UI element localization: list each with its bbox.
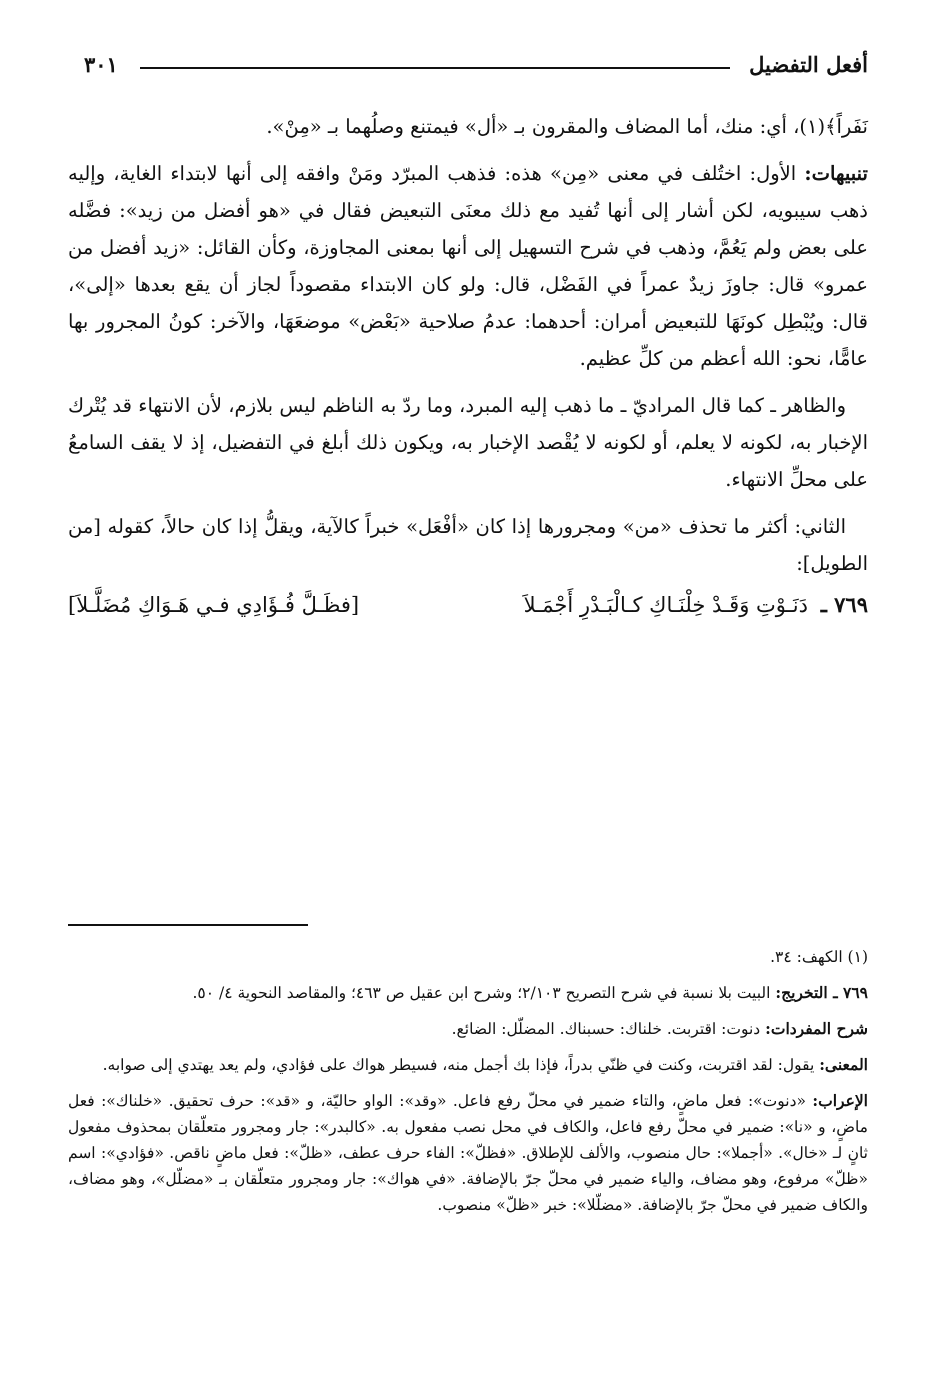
irab-label: الإعراب: xyxy=(812,1091,868,1110)
verse-769 xyxy=(68,592,868,617)
takhrij-text: البيت بلا نسبة في شرح التصريح ٢/١٠٣؛ وشرح ابن عقيل ص ٤٦٣؛ والمقاصد النحوية ٤/ ٥٠. xyxy=(192,984,771,1002)
takhrij-label: ٧٦٩ ـ التخريج: xyxy=(775,983,868,1002)
header-rule xyxy=(140,67,730,69)
footnotes xyxy=(68,944,868,1228)
footnote-rule xyxy=(68,924,308,926)
tanbihat-text: الأول: اختُلف في معنى «مِن» هذه: فذهب المبرّد ومَنْ وافقه إلى أنها لابتداء الغاية، وإليه ذهب سيبويه، لكن أشار إلى أنها تُفيد مع ذلك معنَى التبعيض فقال في «هو أفضل من زيد»: فضَّله على بعض ولم يَعُمَّ، وذهب في شرح التسهيل إلى أنها بمعنى المجاوزة، وكأن القائل: «زيد أفضل من عمرو» قال: جاوزَ زيدٌ عمراً في الفَضْل، قال: ولو كان الابتداء مقصوداً لجاز أن يقع بعدها «إلى»، قال: ويُبْطِل كونَهَا للتبعيض أمران: أحدهما: عدمُ صلاحية «بَعْض» موضعَهَا، والآخر: كونُ المجرور بها عامًّا، نحو: الله أعظم من كلِّ عظيم. xyxy=(68,162,868,370)
verse-number: ٧٦٩ ـ xyxy=(820,592,868,617)
note-mufradat xyxy=(68,1016,868,1042)
book-page xyxy=(68,52,868,1352)
mana-label: المعنى: xyxy=(819,1055,868,1074)
paragraph-continuation: نَفَراً﴾(١)، أي: منك، أما المضاف والمقرون بـ «أل» فيمتنع وصلُهما بـ «مِنْ». xyxy=(266,115,868,138)
verse-second-hemistich: [فظَـلَّ فُـؤَادِي فـي هَـوَاكِ مُضَلَّـلاَ] xyxy=(68,593,360,617)
irab-text: «دنوت»: فعل ماضٍ، والتاء ضمير في محلّ رفع فاعل. «وقد»: الواو حاليّة، و «قد»: حرف تحقيق. «خلناك»: فعل ماضٍ، و «نا»: ضمير في محلّ رفع فاعل، والكاف في محل نصب مفعول به. «كالبدر»: جار ومجرور متعلّقان بمحذوف مفعول ثانٍ لـ «خال». «أجملا»: حال منصوب، والألف للإطلاق. «فظلّ»: الفاء حرف عطف، «ظلّ»: فعل ماضٍ ناقص. «فؤادي»: اسم «ظلّ» مرفوع، وهو مضاف، والياء ضمير في محلّ جرّ بالإضافة. «في هواك»: جار ومجرور متعلّقان بـ «مضلّل»، وهو مضاف، والكاف ضمير في محلّ جرّ بالإضافة. «مضلّلا»: خبر «ظلّ» منصوب. xyxy=(68,1092,868,1214)
main-text xyxy=(68,108,868,617)
mufradat-text: دنوت: اقتربت. خلناك: حسبناك. المضلّل: الضائع. xyxy=(451,1020,761,1038)
mana-text: يقول: لقد اقتربت، وكنت في ظنّي بدراً، فإذا بك أجمل منه، فسيطر هواك على فؤادي، ولم يعد يهتدي إلى صوابه. xyxy=(102,1056,815,1074)
verse-first-text: دَنَـوْتِ وَقَـدْ خِلْنَـاكِ كـالْبَـدْرِ أَجْمَـلاَ xyxy=(523,593,808,617)
note-takhrij xyxy=(68,980,868,1006)
paragraph-zahir: والظاهر ـ كما قال المراديّ ـ ما ذهب إليه المبرد، وما ردّ به الناظم ليس بلازم، لأن الانتهاء قد يُتْرك الإخبار به، لكونه لا يعلم، أو لكونه لا يُقْصد الإخبار به، ويكون ذلك أبلغ في التفضيل، إذ لا يقف السامعُ على محلِّ الانتهاء. xyxy=(68,394,868,491)
footnote-1: (١) الكهف: ٣٤. xyxy=(770,948,868,966)
page-header xyxy=(68,52,868,88)
page-number: ٣٠١ xyxy=(84,52,118,77)
mufradat-label: شرح المفردات: xyxy=(765,1019,868,1038)
verse-first-hemistich xyxy=(524,592,868,617)
paragraph-tanbihat xyxy=(68,155,868,377)
tanbihat-label: تنبيهات: xyxy=(804,162,868,185)
paragraph-thani: الثاني: أكثر ما تحذف «من» ومجرورها إذا كان «أفْعَل» خبراً كالآية، ويقلُّ إذا كان حالاً، كقوله [من الطويل]: xyxy=(68,515,868,575)
note-irab xyxy=(68,1088,868,1218)
note-mana xyxy=(68,1052,868,1078)
running-title: أفعل التفضيل xyxy=(749,52,868,77)
